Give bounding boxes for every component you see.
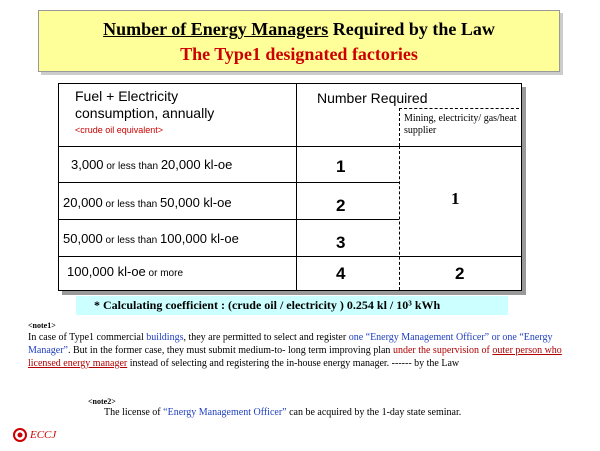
row-divider <box>59 146 521 147</box>
table-row <box>63 231 239 246</box>
title-banner <box>38 10 560 72</box>
note1-part: one “Energy Management Officer” or one “Energy Manager” <box>28 332 553 356</box>
dashed-divider <box>399 146 400 290</box>
row-mid: or less than <box>102 199 161 210</box>
title-underlined: Number of Energy Managers <box>103 19 329 39</box>
mining-count: 2 <box>455 264 465 283</box>
row-to: 100,000 kl-oe <box>160 231 239 246</box>
note2-part: can be acquired by the 1-day state seminar. <box>286 407 462 418</box>
mining-header: Mining, electricity/ gas/heat supplier <box>399 108 519 146</box>
header-left-line1: Fuel + Electricity <box>75 88 179 104</box>
logo-text: ECCJ <box>30 429 57 441</box>
row-mid: or more <box>145 268 184 279</box>
row-from: 3,000 <box>71 157 104 172</box>
row-to: 20,000 kl-oe <box>160 157 233 172</box>
note2-text <box>104 406 564 419</box>
row-divider <box>59 182 399 183</box>
row-from: 100,000 kl-oe <box>67 264 146 279</box>
header-left-line3: <crude oil equivalent> <box>75 125 164 135</box>
title-rest: Required by the Law <box>328 19 495 39</box>
note1-text <box>28 331 568 370</box>
row-from: 20,000 <box>63 195 103 210</box>
table-row <box>67 264 183 279</box>
row-to: 50,000 kl-oe <box>160 195 232 210</box>
required-count: 3 <box>336 233 346 252</box>
coefficient-note: * Calculating coefficient : (crude oil / electricity ) 0.254 kl / 10³ kWh <box>76 296 508 315</box>
note1-part: . But in the former case, they must submit medium-to- long term improving plan <box>67 345 393 356</box>
divider <box>296 84 297 290</box>
table-row <box>71 157 232 172</box>
required-count: 1 <box>336 157 346 176</box>
header-number-required: Number Required <box>317 90 428 106</box>
row-divider <box>59 219 399 220</box>
eccj-logo <box>12 427 72 445</box>
note1-part: instead of selecting and registering the in-house energy manager. ------ by the Law <box>127 358 460 369</box>
row-mid: or less than <box>103 161 161 172</box>
mining-count: 1 <box>451 189 460 208</box>
table-row <box>63 195 232 210</box>
note2-part: “Energy Management Officer” <box>163 407 287 418</box>
required-count: 2 <box>336 196 346 215</box>
row-from: 50,000 <box>63 231 103 246</box>
row-mid: or less than <box>102 235 161 246</box>
note2-part: The license of <box>104 407 164 418</box>
required-count: 4 <box>336 264 346 283</box>
header-left-line2: consumption, annually <box>75 105 215 121</box>
header-consumption <box>75 88 295 139</box>
note1-part: buildings <box>146 332 184 343</box>
page-subtitle: The Type1 designated factories <box>180 44 418 64</box>
note1-part: , they are permitted to select and register <box>183 332 349 343</box>
note1-part: In case of Type1 commercial <box>28 332 147 343</box>
note1-part: outer person who licensed energy manager <box>28 345 562 369</box>
requirements-table <box>58 83 522 291</box>
row-divider <box>59 256 521 257</box>
note1-part: under the supervision of <box>392 345 493 356</box>
note1-tag: <note1> <box>28 321 56 330</box>
page-title <box>39 19 559 40</box>
eccj-logo-icon <box>12 427 28 443</box>
note2-tag: <note2> <box>88 397 116 406</box>
